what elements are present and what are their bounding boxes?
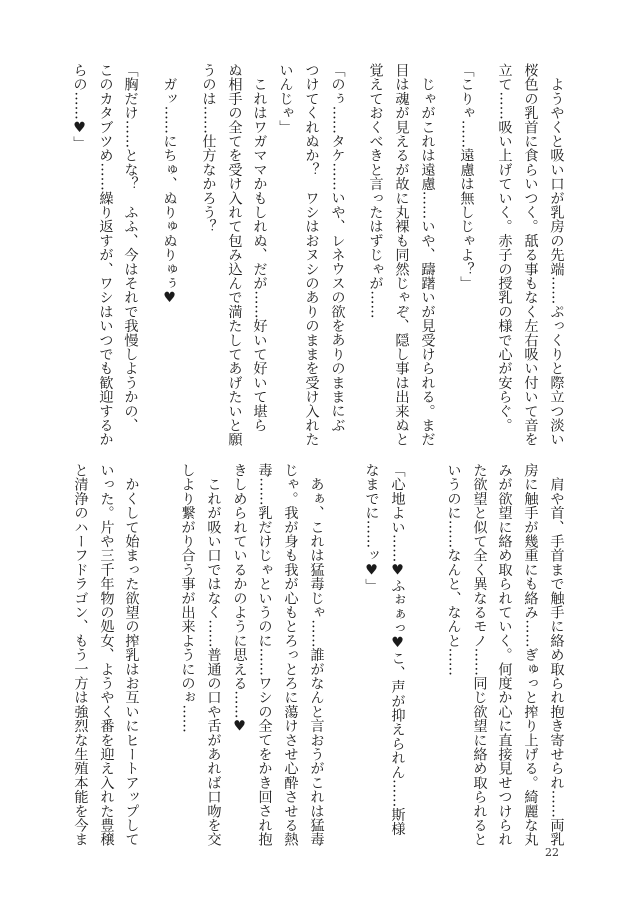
text-line: あぁ、これは猛毒じゃ……誰がなんと言おうがこれは猛毒	[308, 463, 325, 847]
text-line: 目は魂が見えるが故に丸裸も同然じゃぞ、隠し事は出来ぬと	[393, 63, 410, 447]
text-line: みが欲望に絡め取られていく。何度か心に直接見せつけられ	[496, 463, 513, 847]
text-line: ようやくと吸い口が乳房の先端……ぷっくりと際立つ淡い	[548, 63, 565, 447]
text-line: これはワガママかもしれぬ、だが……好いて好いて堪ら	[251, 63, 268, 433]
text-line: ぬ相手の全てを受け入れて包み込んで満たしてあげたいと願	[226, 63, 243, 447]
text-line: 覚えておくべきと言ったはずじゃが……	[367, 63, 384, 319]
text-line: つけてくれぬか？ ワシはおヌシのありのままを受け入れた	[303, 63, 320, 447]
text-line: このカタブツめ……繰り返すが、ワシはいつでも歓迎するか	[97, 63, 114, 447]
text-line: きしめられているかのように思える……♥	[231, 463, 248, 735]
text-line: 立て……吸い上げていく。赤子の授乳の様で心が安らぐ。	[496, 63, 513, 433]
text-line: じゃがこれは遠慮……いや、躊躇いが見受けられる。まだ	[419, 63, 436, 447]
text-line: しより繋がり合う事が出来ようにのぉ……	[179, 463, 196, 733]
text-line: た欲望と似て全く異なるモノ……同じ欲望に絡め取られると	[471, 463, 488, 847]
text-line: 「心地よい……♥ふぉぁっ♥こ、声が抑えられん……斯様	[389, 463, 406, 836]
text-line: と清浄のハーフドラゴン、もう一方は強烈な生殖本能を今ま	[72, 463, 89, 847]
text-line: らの……♥」	[71, 63, 88, 150]
text-line: 肩や首、手首まで触手に絡め取られ抱き寄せられ……両乳	[548, 463, 565, 847]
text-line: 桜色の乳首に食らいつく。舐る事もなく左右吸い付いて音を	[522, 63, 539, 447]
text-line: ガッ……にちゅ、ぬりゅぬりゅぅ♥	[161, 63, 178, 307]
text-line: 「こりゃ……遠慮は無しじゃよ？」	[458, 63, 475, 291]
text-line: うのは……仕方なかろう？	[200, 63, 217, 234]
text-line: かくして始まった欲望の搾乳はお互いにヒートアップして	[123, 463, 140, 847]
text-line: なまでに……ッ♥」	[363, 463, 380, 593]
text-line: いうのに……なんと、なんと……	[445, 463, 462, 676]
text-line: 「胸だけ……とな？ ふふ、今はそれで我慢しようかの、	[122, 63, 139, 433]
text-line: これが吸い口ではなく……普通の口や舌があれば口吻を交	[205, 463, 222, 847]
text-line: いった。片や三千年物の処女、ようやく番を迎え入れた豊穣	[98, 463, 115, 847]
text-line: 「のぅ……タケ……いや、レネウスの欲をありのままにぶ	[329, 63, 346, 433]
text-line: 房に触手が幾重にも絡み……ぎゅっと搾り上げる。綺麗な丸	[522, 463, 539, 847]
text-line: いんじゃ」	[277, 63, 294, 134]
text-line: 毒……乳だけじゃというのに……ワシの全てをかき回され抱	[256, 463, 273, 847]
text-line: じゃ。我が身も我が心もとろっとろに蕩けさせ心酔させる熱	[282, 463, 299, 847]
page-number: 22	[545, 846, 559, 859]
